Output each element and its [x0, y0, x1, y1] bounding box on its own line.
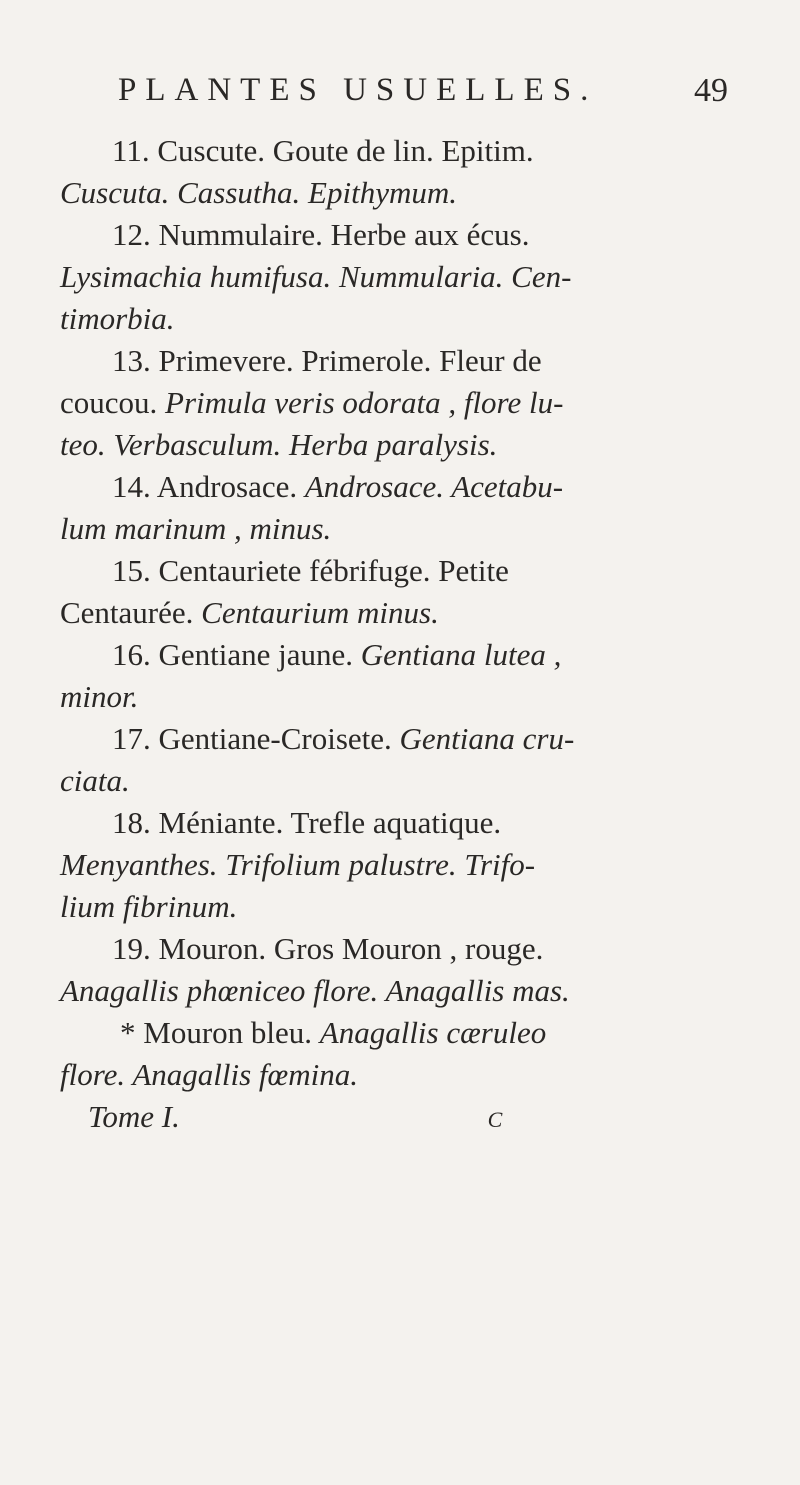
entry-17-latin-cont: ciata.	[60, 763, 130, 798]
entry-french-cont: coucou.	[60, 385, 166, 420]
entry-11-latin: Cuscuta. Cassutha. Epithymum.	[60, 175, 457, 210]
entry-19-variant-latin: Anagallis cæruleo	[319, 1015, 547, 1050]
entry-number: 14.	[112, 469, 157, 504]
entry-14-latin: Androsace. Acetabu-	[304, 469, 564, 504]
entry-19-latin: Anagallis phœniceo flore. Anagallis mas.	[60, 973, 570, 1008]
entry-14	[60, 466, 788, 508]
entry-french-names: Androsace.	[156, 469, 305, 504]
entry-12	[60, 214, 788, 256]
entry-number: 12.	[112, 217, 159, 252]
entry-french-names: Mouron bleu.	[143, 1015, 320, 1050]
entry-number: 19.	[112, 931, 159, 966]
footer-line	[60, 1096, 788, 1138]
entry-15-latin: Centaurium minus.	[201, 595, 439, 630]
entry-18-latin: Menyanthes. Trifolium palustre. Trifo-	[60, 847, 536, 882]
entry-19-variant-latin-cont: flore. Anagallis fœmina.	[60, 1057, 358, 1092]
entry-18-latin-cont: lium fibrinum.	[60, 889, 238, 924]
entry-french-cont: Centaurée.	[60, 595, 202, 630]
entry-french-names: Gentiane jaune.	[158, 637, 361, 672]
entry-16-latin: Gentiana lutea ,	[360, 637, 562, 672]
page-number: 49	[694, 72, 728, 109]
asterisk-marker: *	[120, 1015, 144, 1050]
entry-number: 13.	[112, 343, 159, 378]
entry-number: 16.	[112, 637, 159, 672]
entry-19	[60, 928, 788, 970]
entry-15	[60, 550, 788, 592]
entry-number: 11.	[112, 133, 158, 168]
entry-13-latin: Primula veris odorata , flore lu-	[165, 385, 564, 420]
entry-french-names: Primevere. Primerole. Fleur de	[158, 343, 542, 378]
entry-number: 18.	[112, 805, 159, 840]
entry-16-latin-cont: minor.	[60, 679, 139, 714]
entry-11	[60, 130, 788, 172]
entry-15-cont	[60, 592, 788, 634]
entry-french-names: Cuscute. Goute de lin. Epitim.	[157, 133, 534, 168]
entry-12-latin-cont: timorbia.	[60, 301, 175, 336]
entry-17-latin: Gentiana cru-	[399, 721, 575, 756]
entry-12-latin: Lysimachia humifusa. Nummularia. Cen-	[60, 259, 572, 294]
entry-13-latin-cont: teo. Verbasculum. Herba paralysis.	[60, 427, 498, 462]
entry-number: 17.	[112, 721, 159, 756]
entry-19-variant	[60, 1012, 788, 1054]
entry-14-latin-cont: lum marinum , minus.	[60, 511, 332, 546]
body-text	[60, 130, 788, 1138]
entry-13-cont	[60, 382, 788, 424]
running-head: PLANTES USUELLES.	[118, 72, 598, 108]
entry-17	[60, 718, 788, 760]
entry-13	[60, 340, 788, 382]
entry-french-names: Nummulaire. Herbe aux écus.	[158, 217, 530, 252]
entry-french-names: Méniante. Trefle aquatique.	[158, 805, 502, 840]
entry-number: 15.	[112, 553, 159, 588]
page-header	[118, 72, 728, 132]
entry-18	[60, 802, 788, 844]
entry-french-names: Mouron. Gros Mouron , rouge.	[158, 931, 544, 966]
entry-16	[60, 634, 788, 676]
entry-french-names: Gentiane-Croisete.	[158, 721, 400, 756]
volume-signature: Tome I.	[88, 1099, 180, 1134]
signature-mark: C	[487, 1107, 503, 1132]
entry-french-names: Centauriete fébrifuge. Petite	[158, 553, 509, 588]
